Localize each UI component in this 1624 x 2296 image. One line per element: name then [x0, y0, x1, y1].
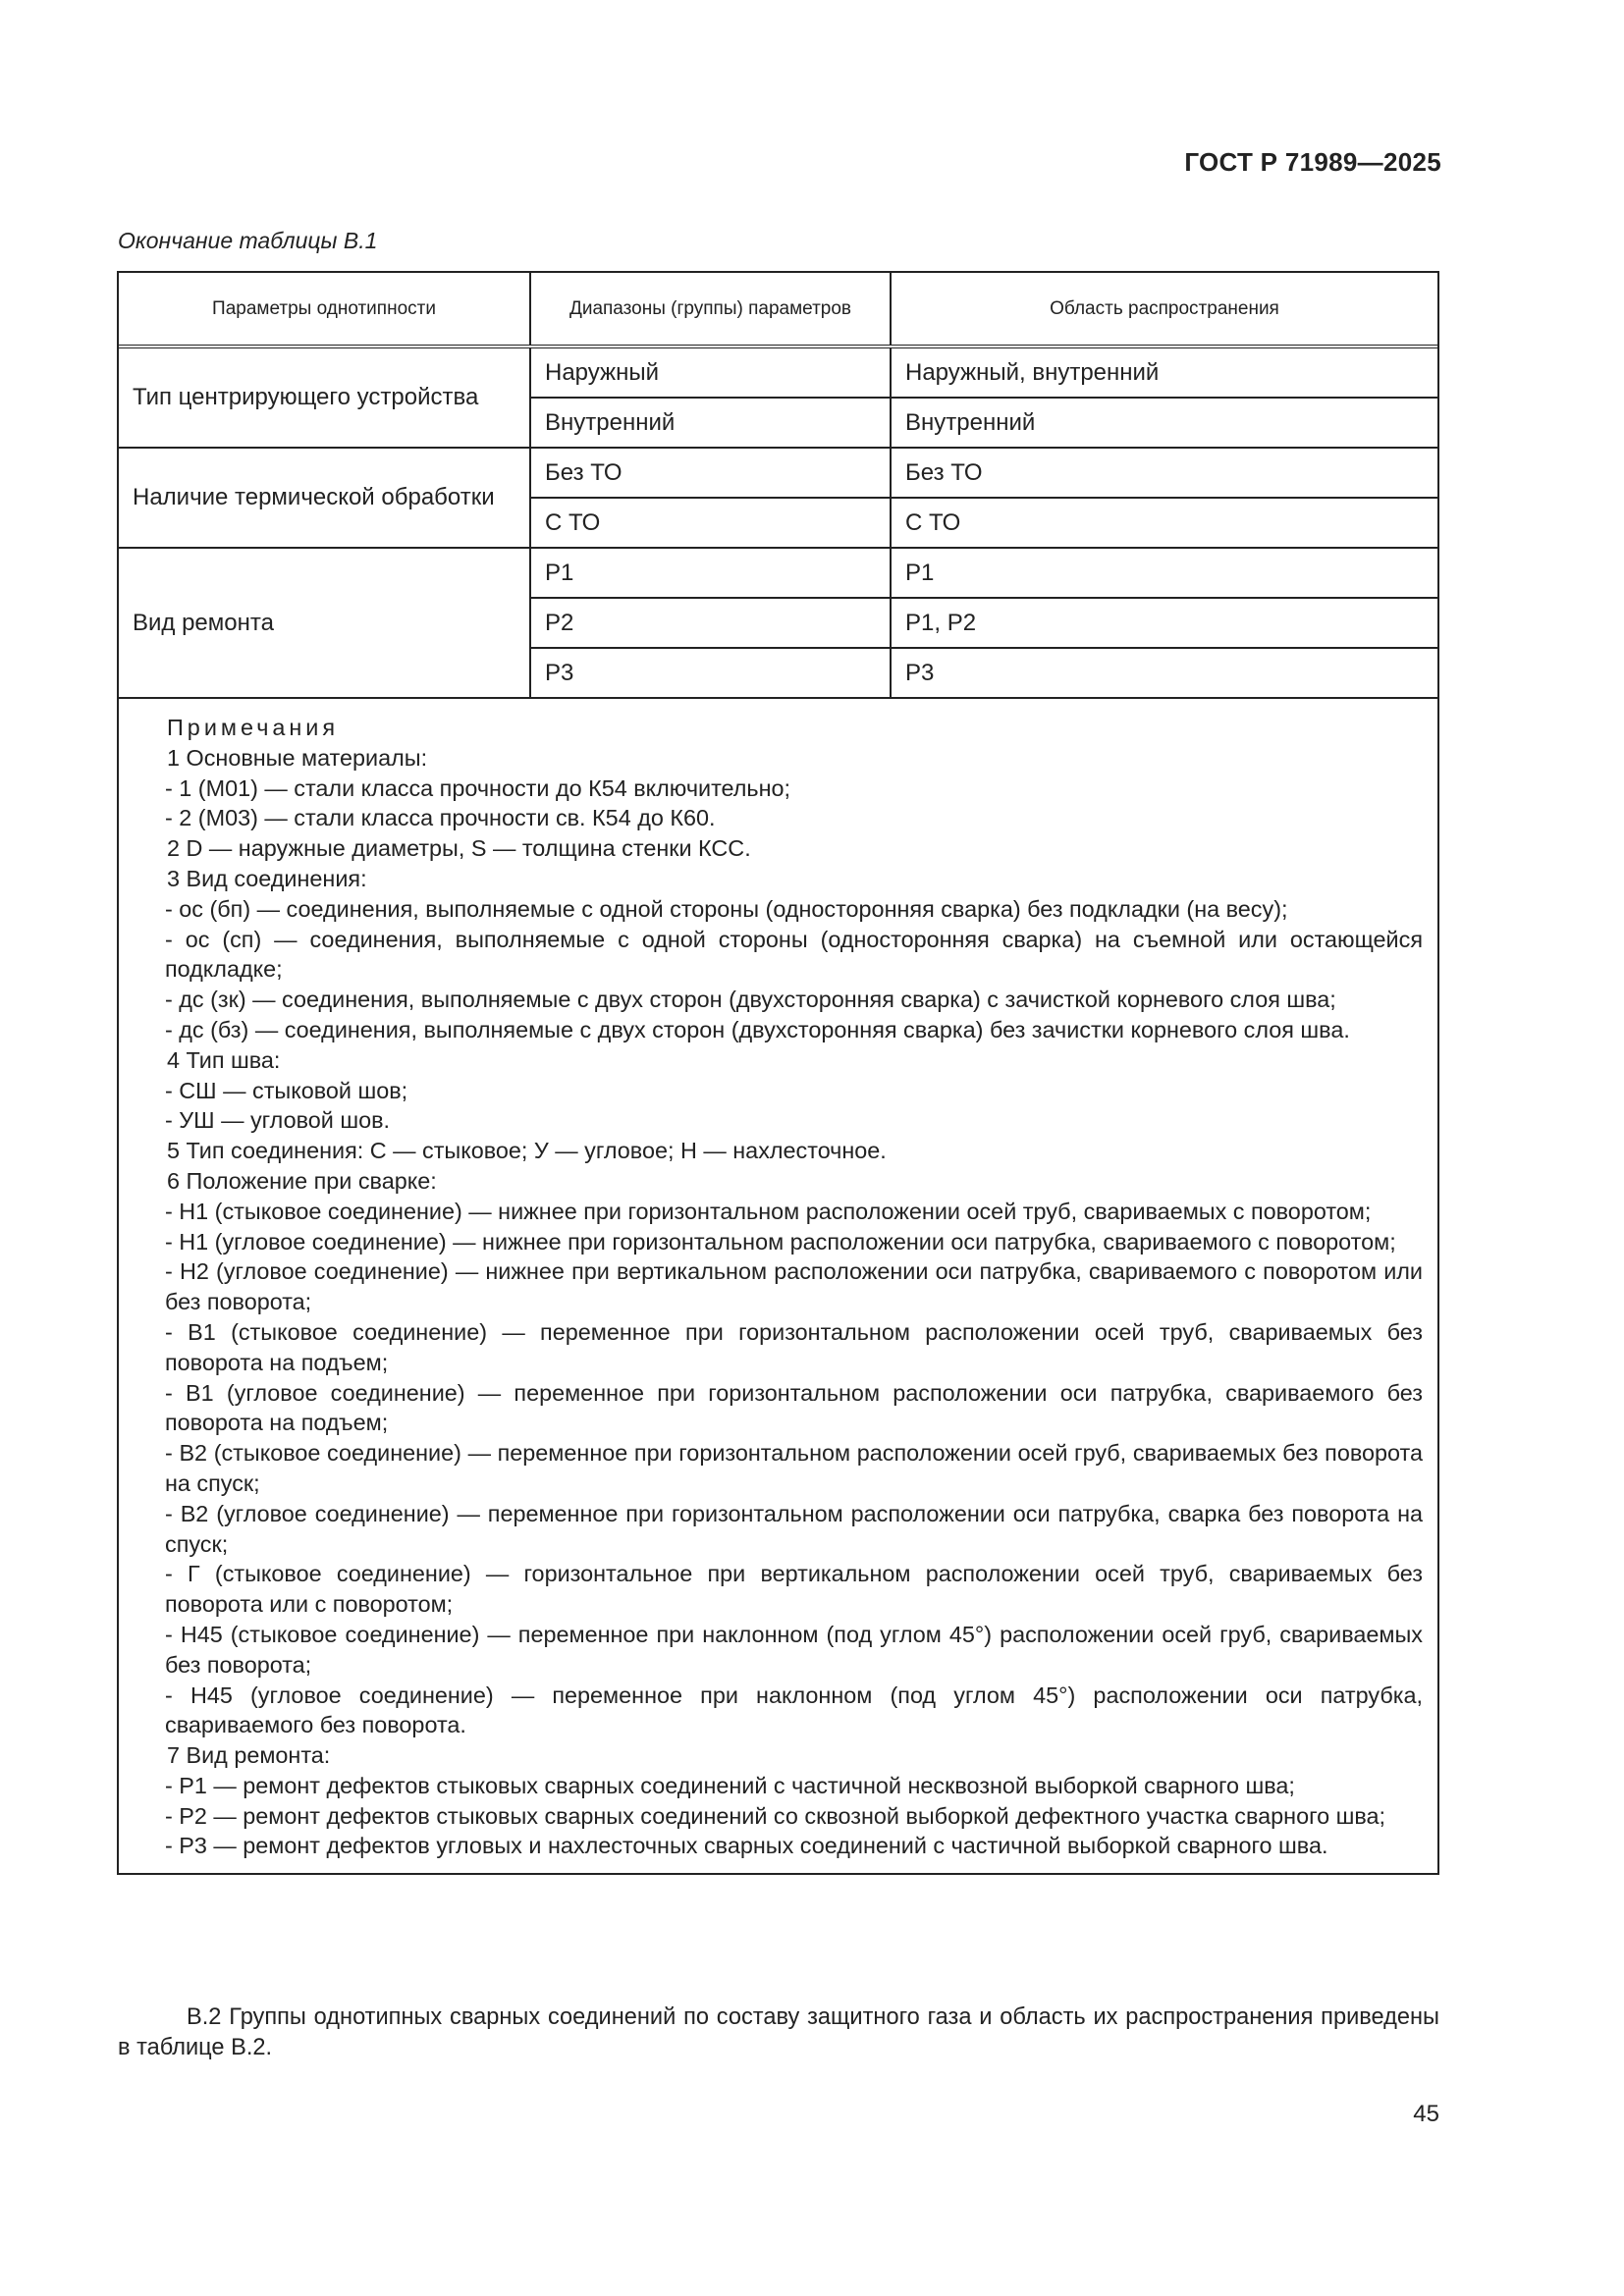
- note-line: - Р1 — ремонт дефектов стыковых сварных соединений с частичной несквозной выборкой сварного шва;: [165, 1772, 1295, 1798]
- note-line: 1 Основные материалы:: [167, 744, 428, 771]
- note-line: - 1 (М01) — стали класса прочности до К54 включительно;: [165, 774, 791, 801]
- note-line: - Н1 (стыковое соединение) — нижнее при горизонтальном расположении осей труб, свариваемых с поворотом;: [165, 1198, 1372, 1224]
- range-cell: С ТО: [531, 499, 892, 547]
- header-area: Область распространения: [1050, 297, 1279, 319]
- param-cell: Наличие термической обработки: [119, 449, 531, 547]
- note-line: - СШ — стыковой шов;: [165, 1077, 408, 1103]
- param-cell: Вид ремонта: [119, 549, 531, 697]
- param-cell: Тип центрирующего устройства: [119, 348, 531, 447]
- note-line: - ос (сп) — соединения, выполняемые с одной стороны (односторонняя сварка) на съемной или остающейся подкладке;: [165, 926, 1423, 983]
- note-line: - В2 (угловое соединение) — переменное при горизонтальном расположении оси патрубка, сварка без поворота на спуск;: [165, 1500, 1423, 1557]
- note-line: 6 Положение при сварке:: [167, 1167, 437, 1194]
- closing-text: В.2 Группы однотипных сварных соединений по составу защитного газа и область их распространения приведены в таблице В.2.: [118, 2004, 1439, 2060]
- range-cell: Внутренний: [531, 399, 892, 447]
- area-cell: С ТО: [905, 508, 961, 536]
- area-cell: Внутренний: [905, 408, 1036, 436]
- note-line: 5 Тип соединения: С — стыковое; У — угловое; Н — нахлесточное.: [167, 1138, 887, 1164]
- area-cell: Р1, Р2: [905, 609, 977, 636]
- table-group-centering-device: [119, 348, 1437, 449]
- area-cell: Без ТО: [905, 458, 983, 486]
- note-line: - В1 (угловое соединение) — переменное при горизонтальном расположении оси патрубка, свариваемого без поворота на подъем;: [165, 1379, 1423, 1436]
- note-line: - В1 (стыковое соединение) — переменное при горизонтальном расположении осей труб, свариваемых без поворота на подъем;: [165, 1318, 1423, 1375]
- note-line: - Н45 (стыковое соединение) — переменное при наклонном (под углом 45°) расположении осей груб, свариваемых без поворота;: [165, 1621, 1423, 1678]
- page-number: 45: [1413, 2101, 1439, 2127]
- range-cell: Р1: [531, 549, 892, 597]
- range-cell: Наружный: [531, 348, 892, 397]
- table-row: [531, 449, 1437, 497]
- range-cell: Р2: [531, 599, 892, 647]
- table-row: [531, 647, 1437, 697]
- note-line: - Р3 — ремонт дефектов угловых и нахлесточных сварных соединений с частичной выборкой сварного шва.: [165, 1833, 1328, 1859]
- note-line: - Р2 — ремонт дефектов стыковых сварных соединений со сквозной выборкой дефектного участка сварного шва;: [165, 1802, 1386, 1829]
- note-line: - 2 (М03) — стали класса прочности св. К54 до К60.: [165, 805, 716, 831]
- table-row: [531, 497, 1437, 547]
- note-line: - Н2 (угловое соединение) — нижнее при вертикальном расположении оси патрубка, свариваемого с поворотом или без поворота;: [165, 1258, 1423, 1315]
- table-notes: [119, 699, 1437, 1873]
- closing-paragraph: [118, 2002, 1439, 2063]
- range-cell: Р3: [531, 649, 892, 697]
- table-row: [531, 549, 1437, 597]
- note-line: - дс (бз) — соединения, выполняемые с двух сторон (двухсторонняя сварка) без зачистки корневого слоя шва.: [165, 1016, 1350, 1042]
- table-row: [531, 348, 1437, 397]
- note-line: 3 Вид соединения:: [167, 865, 367, 891]
- range-cell: Без ТО: [531, 449, 892, 497]
- note-line: - Г (стыковое соединение) — горизонтальное при вертикальном расположении осей труб, свариваемых без поворота или с поворотом;: [165, 1561, 1423, 1618]
- table-row: [531, 597, 1437, 647]
- table-header-row: [119, 273, 1437, 348]
- note-line: 2 D — наружные диаметры, S — толщина стенки КСС.: [167, 835, 751, 862]
- standard-code: ГОСТ Р 71989—2025: [1184, 147, 1441, 177]
- notes-title: Примечания: [167, 715, 340, 740]
- area-cell: Наружный, внутренний: [905, 358, 1160, 386]
- note-line: - дс (зк) — соединения, выполняемые с двух сторон (двухсторонняя сварка) с зачисткой корневого слоя шва;: [165, 987, 1336, 1013]
- notes-list: [134, 743, 1423, 1861]
- area-cell: Р3: [905, 659, 935, 686]
- note-line: - ос (бп) — соединения, выполняемые с одной стороны (односторонняя сварка) без подкладки (на весу);: [165, 895, 1288, 922]
- table-group-repair-type: [119, 549, 1437, 699]
- note-line: - УШ — угловой шов.: [165, 1107, 391, 1134]
- table-caption: Окончание таблицы В.1: [118, 228, 378, 253]
- note-line: 7 Вид ремонта:: [167, 1742, 331, 1769]
- note-line: - В2 (стыковое соединение) — переменное при горизонтальном расположении осей груб, свариваемых без поворота на спуск;: [165, 1440, 1423, 1496]
- note-line: - Н45 (угловое соединение) — переменное при наклонном (под углом 45°) расположении оси патрубка, свариваемого без поворота.: [165, 1682, 1423, 1738]
- header-params: Параметры однотипности: [119, 273, 531, 345]
- area-cell: Р1: [905, 559, 935, 586]
- note-line: 4 Тип шва:: [167, 1046, 281, 1073]
- table-row: [531, 397, 1437, 447]
- note-line: - Н1 (угловое соединение) — нижнее при горизонтальном расположении оси патрубка, свариваемого с поворотом;: [165, 1228, 1396, 1255]
- spec-table: [117, 271, 1439, 1875]
- table-group-heat-treatment: [119, 449, 1437, 549]
- header-ranges: Диапазоны (группы) параметров: [531, 273, 892, 345]
